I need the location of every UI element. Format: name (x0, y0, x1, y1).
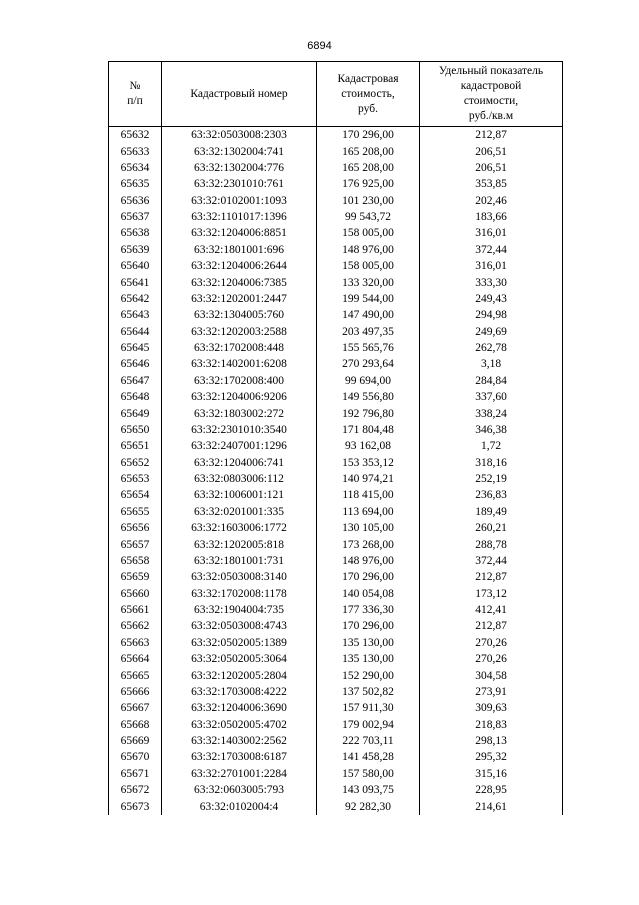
row-number: 65673 (109, 798, 162, 814)
row-number: 65663 (109, 635, 162, 651)
cadastral-number: 63:32:1101017:1396 (162, 209, 317, 225)
specific-indicator: 315,16 (420, 766, 563, 782)
header-line: руб. (358, 102, 378, 115)
table-row (109, 258, 563, 274)
specific-indicator: 189,49 (420, 504, 563, 520)
cadastral-value: 148 976,00 (317, 553, 420, 569)
cadastral-value: 143 093,75 (317, 782, 420, 798)
cadastral-number: 63:32:0503008:2303 (162, 127, 317, 144)
cadastral-number: 63:32:1402001:6208 (162, 356, 317, 372)
specific-indicator: 372,44 (420, 553, 563, 569)
specific-indicator: 206,51 (420, 160, 563, 176)
table-row (109, 274, 563, 290)
cadastral-value: 177 336,30 (317, 602, 420, 618)
specific-indicator: 214,61 (420, 798, 563, 814)
row-number: 65642 (109, 291, 162, 307)
row-number: 65665 (109, 667, 162, 683)
table-row (109, 307, 563, 323)
specific-indicator: 372,44 (420, 242, 563, 258)
row-number: 65671 (109, 766, 162, 782)
cadastral-value: 99 694,00 (317, 373, 420, 389)
table-row (109, 373, 563, 389)
specific-indicator: 183,66 (420, 209, 563, 225)
table-row (109, 520, 563, 536)
table-row (109, 667, 563, 683)
table-row (109, 324, 563, 340)
row-number: 65659 (109, 569, 162, 585)
cadastral-value: 93 162,08 (317, 438, 420, 454)
cadastral-value: 149 556,80 (317, 389, 420, 405)
row-number: 65653 (109, 471, 162, 487)
row-number: 65639 (109, 242, 162, 258)
row-number: 65647 (109, 373, 162, 389)
table-header (109, 62, 563, 127)
cadastral-number: 63:32:1801001:696 (162, 242, 317, 258)
row-number: 65646 (109, 356, 162, 372)
cadastral-number: 63:32:0803006:112 (162, 471, 317, 487)
row-number: 65667 (109, 700, 162, 716)
row-number: 65661 (109, 602, 162, 618)
row-number: 65648 (109, 389, 162, 405)
row-number: 65662 (109, 618, 162, 634)
cadastral-number: 63:32:2301010:3540 (162, 422, 317, 438)
row-number: 65649 (109, 405, 162, 421)
cadastral-value: 158 005,00 (317, 225, 420, 241)
row-number: 65634 (109, 160, 162, 176)
table-row (109, 209, 563, 225)
table-row (109, 504, 563, 520)
row-number: 65658 (109, 553, 162, 569)
row-number: 65654 (109, 487, 162, 503)
table-row (109, 782, 563, 798)
cadastral-number: 63:32:2407001:1296 (162, 438, 317, 454)
specific-indicator: 260,21 (420, 520, 563, 536)
row-number: 65664 (109, 651, 162, 667)
cadastral-value: 203 497,35 (317, 324, 420, 340)
specific-indicator: 3,18 (420, 356, 563, 372)
row-number: 65635 (109, 176, 162, 192)
specific-indicator: 295,32 (420, 749, 563, 765)
cadastral-value: 222 703,11 (317, 733, 420, 749)
cadastral-number: 63:32:1202003:2588 (162, 324, 317, 340)
specific-indicator: 316,01 (420, 225, 563, 241)
cadastral-value: 101 230,00 (317, 193, 420, 209)
cadastral-number: 63:32:1204006:8851 (162, 225, 317, 241)
cadastral-number: 63:32:1702008:448 (162, 340, 317, 356)
table-row (109, 176, 563, 192)
header-line: Кадастровая (337, 72, 399, 85)
table-row (109, 766, 563, 782)
table-row (109, 569, 563, 585)
row-number: 65643 (109, 307, 162, 323)
cadastral-value: 171 804,48 (317, 422, 420, 438)
header-cadastral-value (317, 62, 420, 127)
cadastral-number: 63:32:1204006:3690 (162, 700, 317, 716)
specific-indicator: 202,46 (420, 193, 563, 209)
specific-indicator: 337,60 (420, 389, 563, 405)
cadastral-number: 63:32:1702008:400 (162, 373, 317, 389)
table-row (109, 798, 563, 814)
table-row (109, 553, 563, 569)
cadastral-number: 63:32:0102004:4 (162, 798, 317, 814)
cadastral-value: 152 290,00 (317, 667, 420, 683)
specific-indicator: 1,72 (420, 438, 563, 454)
table-row (109, 127, 563, 144)
cadastral-value: 118 415,00 (317, 487, 420, 503)
cadastral-number: 63:32:1403002:2562 (162, 733, 317, 749)
specific-indicator: 412,41 (420, 602, 563, 618)
cadastral-number: 63:32:1703008:4222 (162, 684, 317, 700)
header-line: руб./кв.м (468, 110, 514, 122)
cadastral-number: 63:32:1202005:818 (162, 536, 317, 552)
cadastral-value: 155 565,76 (317, 340, 420, 356)
cadastral-value: 140 054,08 (317, 586, 420, 602)
cadastral-number: 63:32:0502005:1389 (162, 635, 317, 651)
header-cadastral-number (162, 62, 317, 127)
specific-indicator: 206,51 (420, 143, 563, 159)
cadastral-value: 141 458,28 (317, 749, 420, 765)
specific-indicator: 270,26 (420, 651, 563, 667)
specific-indicator: 288,78 (420, 536, 563, 552)
table-row (109, 225, 563, 241)
cadastral-number: 63:32:0502005:3064 (162, 651, 317, 667)
cadastral-number: 63:32:2301010:761 (162, 176, 317, 192)
cadastral-number: 63:32:1204006:9206 (162, 389, 317, 405)
header-line: стоимость, (341, 87, 395, 100)
table-row (109, 717, 563, 733)
table-row (109, 733, 563, 749)
header-line: п/п (127, 95, 143, 107)
table-row (109, 487, 563, 503)
row-number: 65660 (109, 586, 162, 602)
cadastral-number: 63:32:1202005:2804 (162, 667, 317, 683)
cadastral-value: 147 490,00 (317, 307, 420, 323)
row-number: 65668 (109, 717, 162, 733)
cadastral-value: 137 502,82 (317, 684, 420, 700)
specific-indicator: 316,01 (420, 258, 563, 274)
row-number: 65641 (109, 274, 162, 290)
row-number: 65666 (109, 684, 162, 700)
row-number: 65656 (109, 520, 162, 536)
specific-indicator: 249,69 (420, 324, 563, 340)
row-number: 65632 (109, 127, 162, 144)
cadastral-value: 165 208,00 (317, 143, 420, 159)
cadastral-value: 192 796,80 (317, 405, 420, 421)
table-row (109, 455, 563, 471)
row-number: 65672 (109, 782, 162, 798)
cadastral-value: 270 293,64 (317, 356, 420, 372)
cadastral-number: 63:32:1702008:1178 (162, 586, 317, 602)
row-number: 65650 (109, 422, 162, 438)
row-number: 65670 (109, 749, 162, 765)
table-row (109, 193, 563, 209)
specific-indicator: 333,30 (420, 274, 563, 290)
header-line: стоимости, (463, 95, 519, 107)
specific-indicator: 346,38 (420, 422, 563, 438)
cadastral-number: 63:32:0603005:793 (162, 782, 317, 798)
table-row (109, 684, 563, 700)
cadastral-number: 63:32:0503008:4743 (162, 618, 317, 634)
row-number: 65633 (109, 143, 162, 159)
table-row (109, 536, 563, 552)
table-row (109, 160, 563, 176)
cadastral-number: 63:32:0102001:1093 (162, 193, 317, 209)
row-number: 65652 (109, 455, 162, 471)
specific-indicator: 270,26 (420, 635, 563, 651)
cadastral-value: 170 296,00 (317, 618, 420, 634)
table-row (109, 291, 563, 307)
specific-indicator: 318,16 (420, 455, 563, 471)
specific-indicator: 212,87 (420, 127, 563, 144)
specific-indicator: 173,12 (420, 586, 563, 602)
table-row (109, 635, 563, 651)
cadastral-value: 173 268,00 (317, 536, 420, 552)
specific-indicator: 252,19 (420, 471, 563, 487)
table-row (109, 749, 563, 765)
cadastral-value: 157 911,30 (317, 700, 420, 716)
cadastral-value: 148 976,00 (317, 242, 420, 258)
cadastral-value: 135 130,00 (317, 635, 420, 651)
cadastral-value: 130 105,00 (317, 520, 420, 536)
cadastral-number: 63:32:1204006:7385 (162, 274, 317, 290)
row-number: 65651 (109, 438, 162, 454)
cadastral-value: 179 002,94 (317, 717, 420, 733)
cadastral-number: 63:32:1202001:2447 (162, 291, 317, 307)
table-row (109, 340, 563, 356)
cadastral-number: 63:32:1703008:6187 (162, 749, 317, 765)
cadastral-number: 63:32:0201001:335 (162, 504, 317, 520)
cadastral-value: 170 296,00 (317, 127, 420, 144)
cadastral-value: 157 580,00 (317, 766, 420, 782)
cadastral-number: 63:32:1204006:2644 (162, 258, 317, 274)
specific-indicator: 262,78 (420, 340, 563, 356)
table-row (109, 618, 563, 634)
row-number: 65637 (109, 209, 162, 225)
cadastral-value: 99 543,72 (317, 209, 420, 225)
row-number: 65640 (109, 258, 162, 274)
row-number: 65638 (109, 225, 162, 241)
cadastral-number: 63:32:2701001:2284 (162, 766, 317, 782)
specific-indicator: 273,91 (420, 684, 563, 700)
page-number: 6894 (307, 40, 332, 52)
cadastral-number: 63:32:1304005:760 (162, 307, 317, 323)
table-row (109, 242, 563, 258)
row-number: 65636 (109, 193, 162, 209)
table-row (109, 438, 563, 454)
cadastral-value: 113 694,00 (317, 504, 420, 520)
specific-indicator: 236,83 (420, 487, 563, 503)
header-num (109, 62, 162, 127)
specific-indicator: 304,58 (420, 667, 563, 683)
table-row (109, 471, 563, 487)
specific-indicator: 212,87 (420, 569, 563, 585)
table-row (109, 651, 563, 667)
cadastral-number: 63:32:1302004:741 (162, 143, 317, 159)
row-number: 65644 (109, 324, 162, 340)
header-line: Кадастровый номер (190, 87, 288, 100)
cadastral-value: 153 353,12 (317, 455, 420, 471)
header-line: Удельный показатель (438, 65, 544, 77)
table-row (109, 389, 563, 405)
cadastral-value: 199 544,00 (317, 291, 420, 307)
cadastral-value: 165 208,00 (317, 160, 420, 176)
table-row (109, 602, 563, 618)
row-number: 65669 (109, 733, 162, 749)
specific-indicator: 294,98 (420, 307, 563, 323)
header-specific-indicator (420, 62, 563, 127)
table-row (109, 356, 563, 372)
specific-indicator: 228,95 (420, 782, 563, 798)
specific-indicator: 218,83 (420, 717, 563, 733)
cadastral-value: 135 130,00 (317, 651, 420, 667)
specific-indicator: 298,13 (420, 733, 563, 749)
row-number: 65645 (109, 340, 162, 356)
cadastral-value: 158 005,00 (317, 258, 420, 274)
specific-indicator: 338,24 (420, 405, 563, 421)
header-line: № (129, 80, 141, 92)
row-number: 65655 (109, 504, 162, 520)
specific-indicator: 212,87 (420, 618, 563, 634)
cadastral-number: 63:32:1801001:731 (162, 553, 317, 569)
cadastral-number: 63:32:0502005:4702 (162, 717, 317, 733)
table-row (109, 586, 563, 602)
cadastral-value: 176 925,00 (317, 176, 420, 192)
table-body (109, 127, 563, 815)
cadastral-number: 63:32:1204006:741 (162, 455, 317, 471)
cadastral-number: 63:32:1904004:735 (162, 602, 317, 618)
row-number: 65657 (109, 536, 162, 552)
cadastral-number: 63:32:1302004:776 (162, 160, 317, 176)
specific-indicator: 249,43 (420, 291, 563, 307)
table-row (109, 143, 563, 159)
cadastral-number: 63:32:1603006:1772 (162, 520, 317, 536)
cadastral-value: 170 296,00 (317, 569, 420, 585)
cadastral-value: 133 320,00 (317, 274, 420, 290)
cadastral-value: 92 282,30 (317, 798, 420, 814)
table-row (109, 405, 563, 421)
cadastral-value: 140 974,21 (317, 471, 420, 487)
cadastral-number: 63:32:1006001:121 (162, 487, 317, 503)
cadastral-number: 63:32:1803002:272 (162, 405, 317, 421)
table-row (109, 700, 563, 716)
cadastral-table (108, 61, 563, 815)
specific-indicator: 309,63 (420, 700, 563, 716)
specific-indicator: 284,84 (420, 373, 563, 389)
header-line: кадастровой (460, 80, 522, 92)
table-row (109, 422, 563, 438)
specific-indicator: 353,85 (420, 176, 563, 192)
cadastral-number: 63:32:0503008:3140 (162, 569, 317, 585)
